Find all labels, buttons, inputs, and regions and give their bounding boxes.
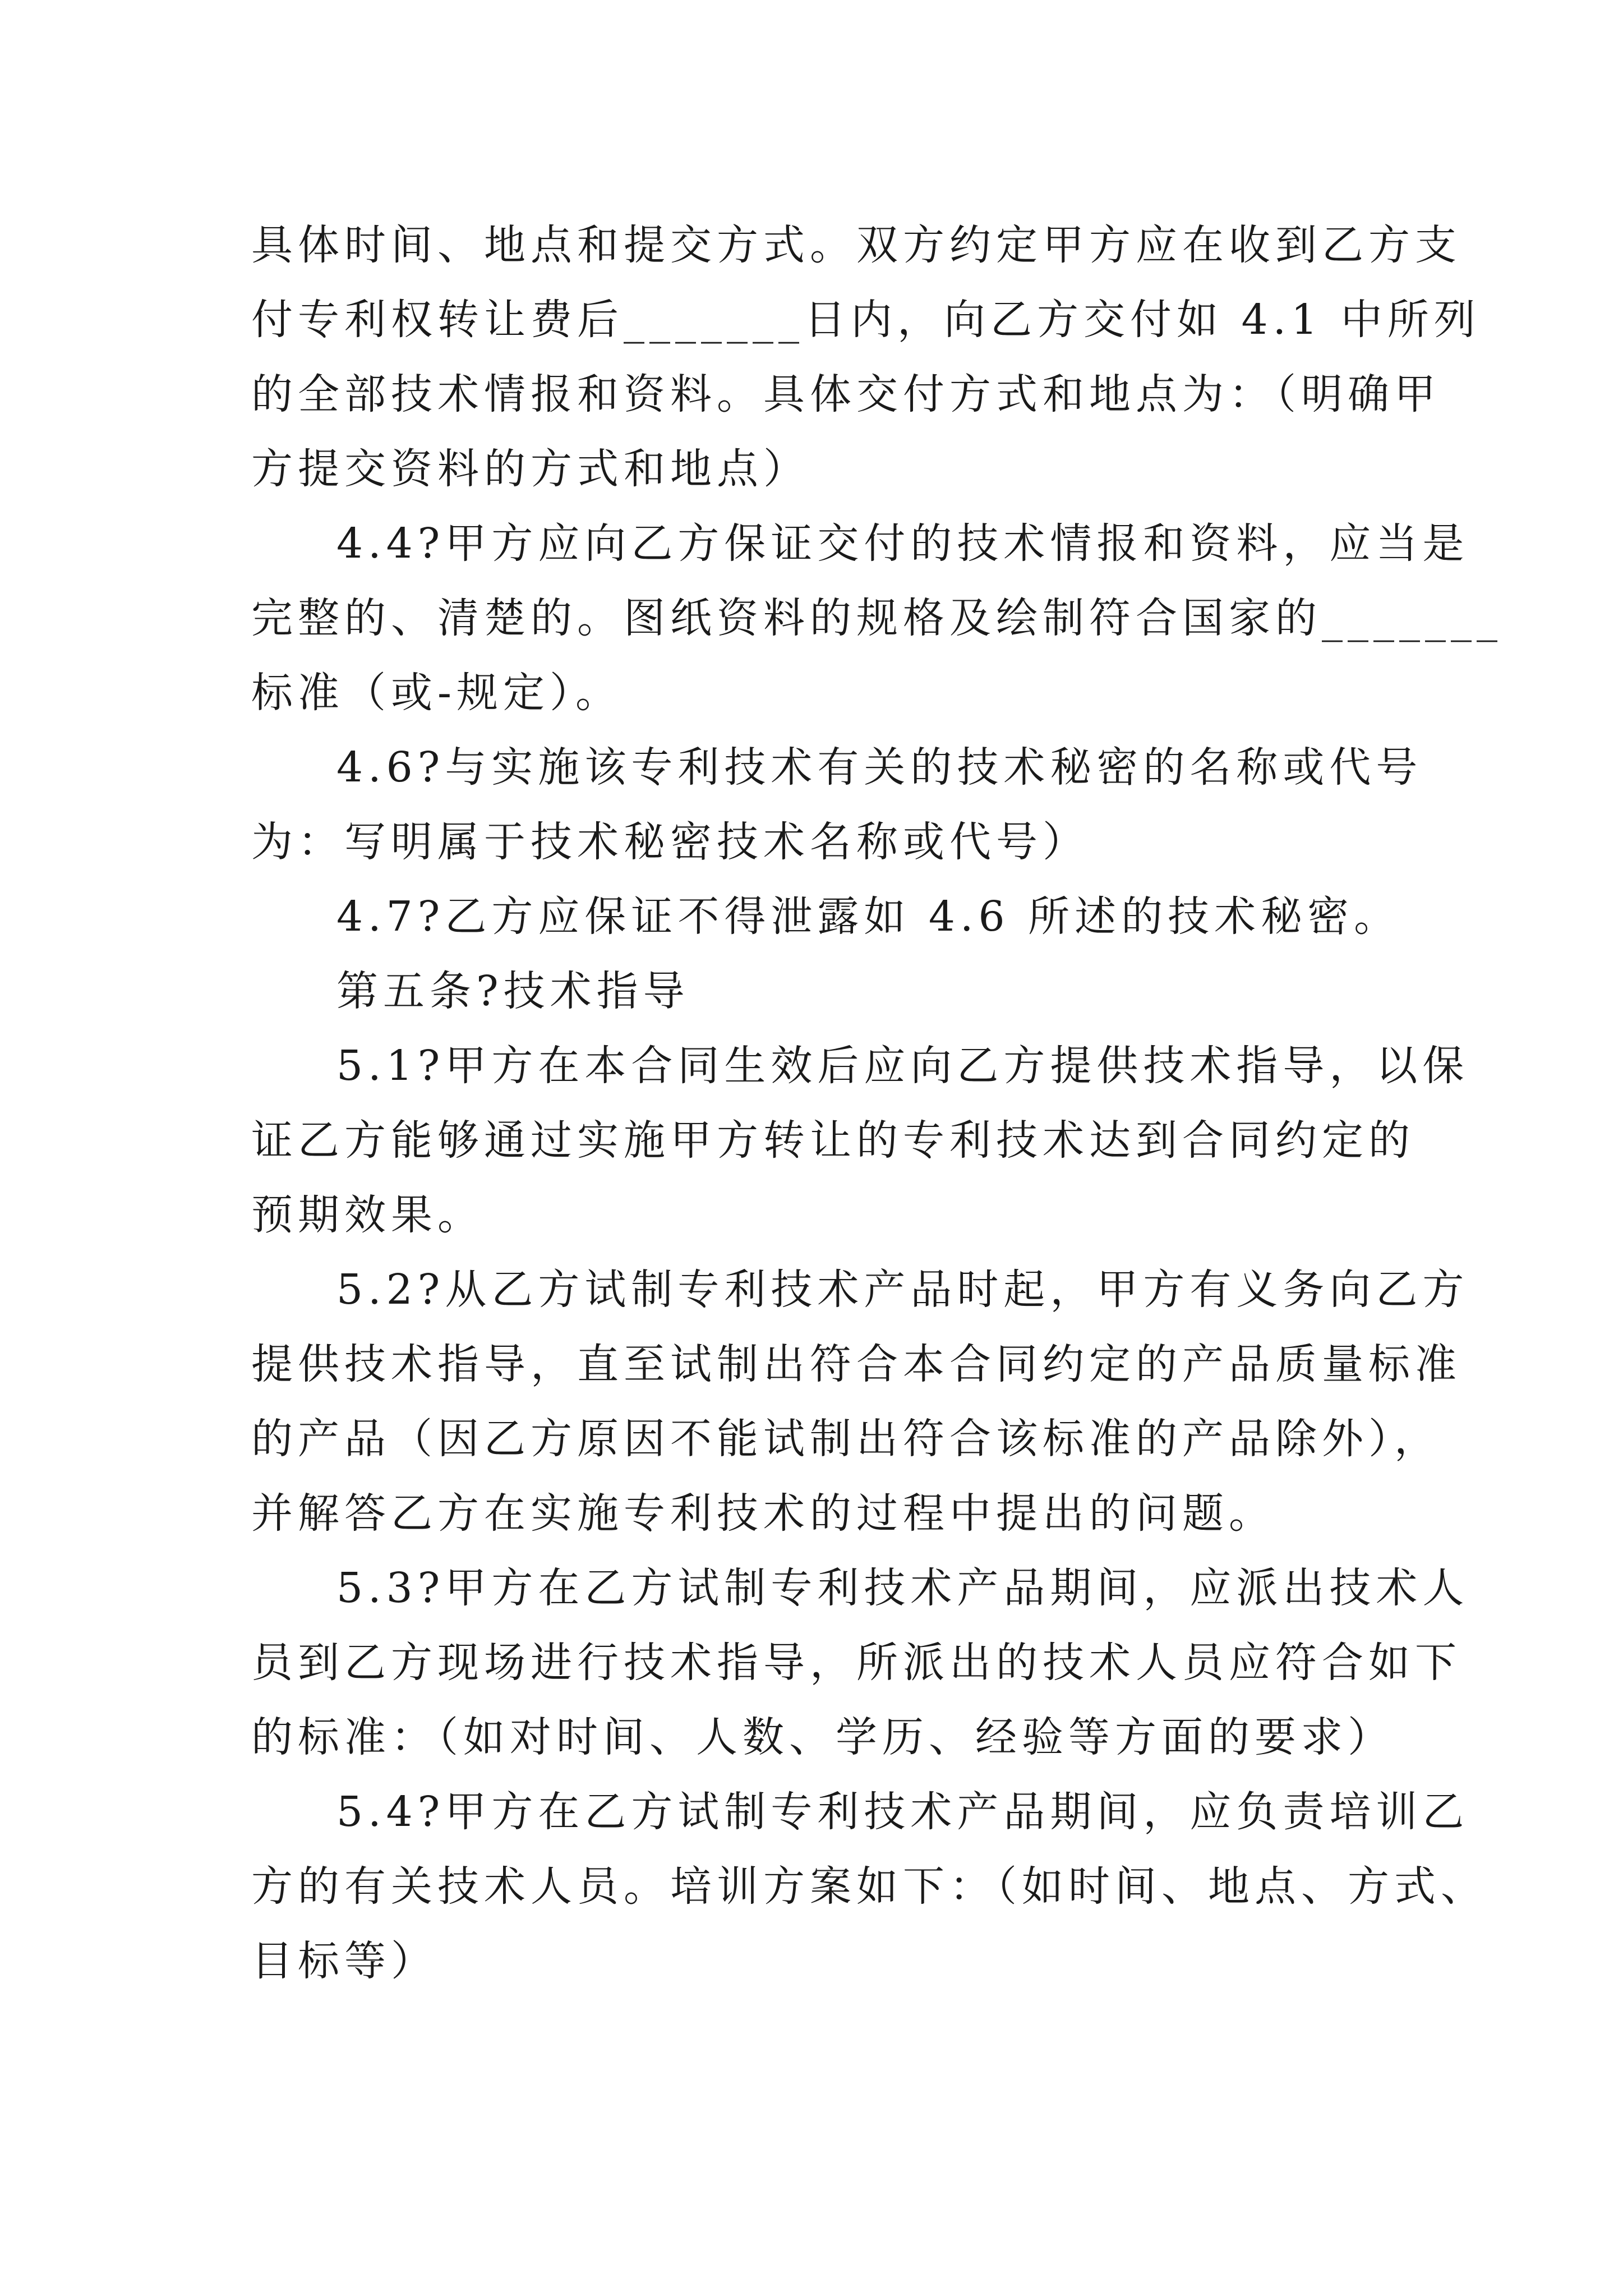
clause-4-7: 4.7?乙方应保证不得泄露如 4.6 所述的技术秘密。 — [336, 892, 1401, 941]
text-line: 为：写明属于技术秘密技术名称或代号） — [251, 818, 1089, 866]
clause-5-2: 5.2?从乙方试制专利技术产品时起，甲方有义务向乙方 — [336, 1266, 1469, 1314]
clause-5-4: 5.4?甲方在乙方试制专利技术产品期间，应负责培训乙 — [336, 1788, 1469, 1836]
text-line: 的标准：（如对时间、人数、学历、经验等方面的要求） — [251, 1713, 1394, 1761]
text-line: 方提交资料的方式和地点） — [251, 445, 810, 493]
text-line: 证乙方能够通过实施甲方转让的专利技术达到合同约定的 — [251, 1116, 1415, 1165]
text-line: 具体时间、地点和提交方式。双方约定甲方应在收到乙方支 — [251, 221, 1461, 269]
clause-5-1: 5.1?甲方在本合同生效后应向乙方提供技术指导，以保 — [336, 1042, 1469, 1090]
text-line: 并解答乙方在实施专利技术的过程中提出的问题。 — [251, 1489, 1275, 1538]
clause-5-3: 5.3?甲方在乙方试制专利技术产品期间，应派出技术人 — [336, 1564, 1469, 1612]
text-line: 的产品（因乙方原因不能试制出符合该标准的产品除外）， — [251, 1415, 1441, 1463]
article-5-heading: 第五条?技术指导 — [336, 967, 690, 1015]
text-line: 目标等） — [251, 1937, 437, 1985]
text-line: 付专利权转让费后_______日内，向乙方交付如 4.1 中所列 — [251, 296, 1481, 344]
clause-4-6: 4.6?与实施该专利技术有关的技术秘密的名称或代号 — [336, 743, 1423, 792]
text-line: 预期效果。 — [251, 1191, 484, 1239]
text-line: 方的有关技术人员。培训方案如下：（如时间、地点、方式、 — [251, 1862, 1487, 1911]
text-line: 完整的、清楚的。图纸资料的规格及绘制符合国家的_______ — [251, 594, 1502, 642]
clause-4-4: 4.4?甲方应向乙方保证交付的技术情报和资料，应当是 — [336, 519, 1469, 568]
text-line: 的全部技术情报和资料。具体交付方式和地点为：（明确甲 — [251, 370, 1441, 418]
text-line: 标准（或-规定）。 — [251, 669, 623, 717]
text-line: 提供技术指导，直至试制出符合本合同约定的产品质量标准 — [251, 1340, 1461, 1388]
text-line: 员到乙方现场进行技术指导，所派出的技术人员应符合如下 — [251, 1639, 1461, 1687]
